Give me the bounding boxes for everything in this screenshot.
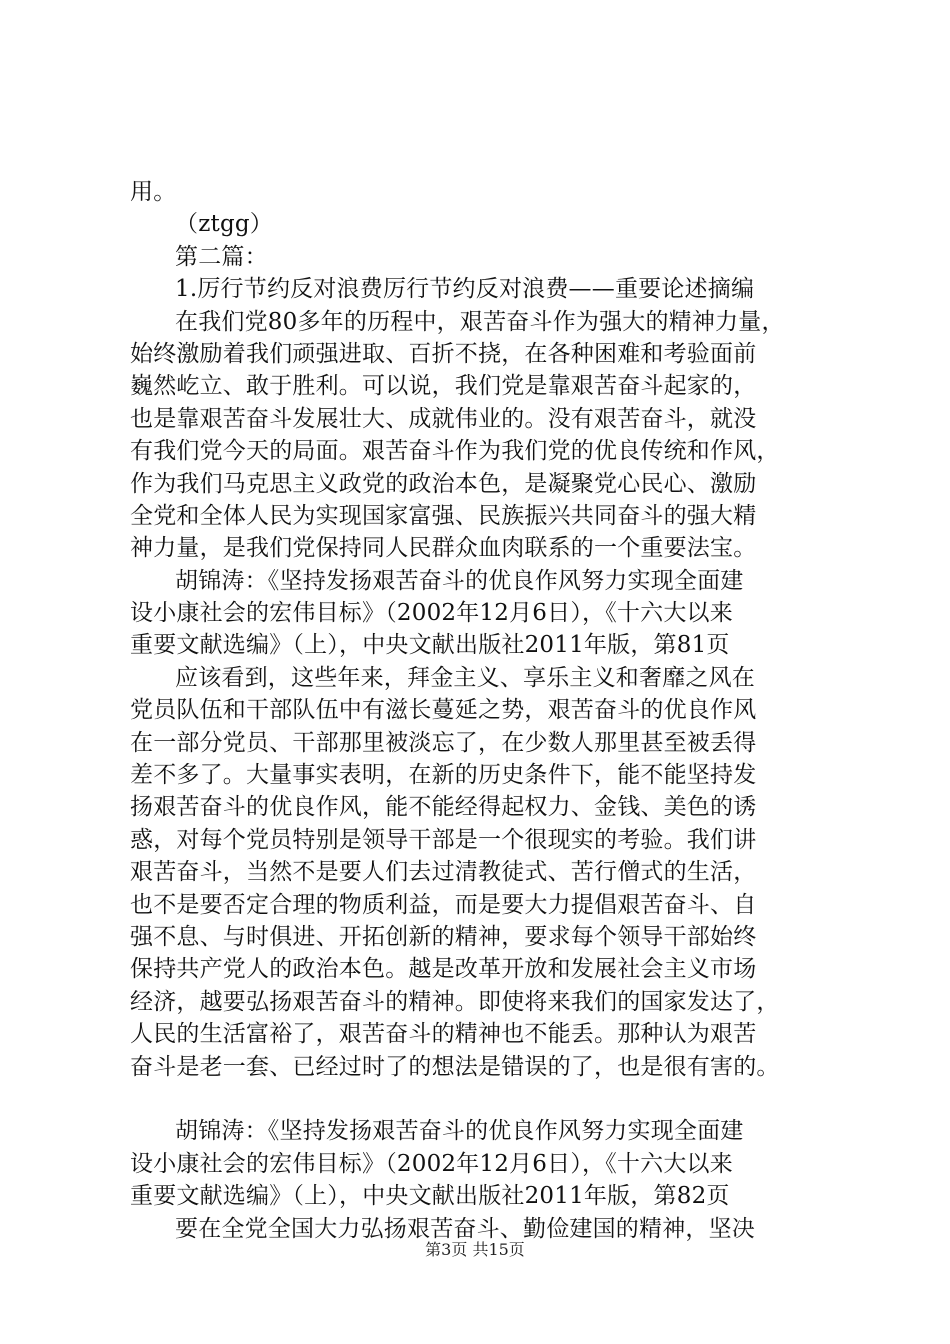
- text-line: （ztgg）: [175, 211, 274, 238]
- text-line: 全党和全体人民为实现国家富强、民族振兴共同奋斗的强大精: [130, 502, 757, 529]
- text-line: 在一部分党员、干部那里被淡忘了，在少数人那里甚至被丢得: [130, 729, 757, 756]
- text-line: 设小康社会的宏伟目标》（2002年12月6日），《十六大以来: [130, 1150, 733, 1177]
- document-body: [130, 176, 850, 1245]
- text-line: 在我们党80多年的历程中，艰苦奋斗作为强大的精神力量，: [175, 308, 785, 335]
- text-line: 设小康社会的宏伟目标》（2002年12月6日），《十六大以来: [130, 600, 733, 627]
- page-footer: 第3页 共15页: [425, 1240, 525, 1259]
- text-line: 也是靠艰苦奋斗发展壮大、成就伟业的。没有艰苦奋斗，就没: [130, 405, 757, 432]
- text-line: 奋斗是老一套、已经过时了的想法是错误的了，也是很有害的。: [130, 1053, 780, 1080]
- text-line: 作为我们马克思主义政党的政治本色，是凝聚党心民心、激励: [130, 470, 757, 497]
- text-line: 第二篇：: [175, 243, 268, 270]
- text-line: 保持共产党人的政治本色。越是改革开放和发展社会主义市场: [130, 956, 757, 983]
- text-line: 用。: [130, 179, 177, 205]
- text-line: 经济，越要弘扬艰苦奋斗的精神。即使将来我们的国家发达了，: [130, 988, 780, 1015]
- text-line: 艰苦奋斗，当然不是要人们去过清教徒式、苦行僧式的生活，: [130, 859, 757, 886]
- text-line: 始终激励着我们顽强进取、百折不挠，在各种困难和考验面前: [130, 340, 757, 367]
- text-line: 人民的生活富裕了，艰苦奋斗的精神也不能丢。那种认为艰苦: [130, 1021, 757, 1048]
- text-line: 有我们党今天的局面。艰苦奋斗作为我们党的优良传统和作风，: [130, 438, 780, 465]
- text-line: 神力量，是我们党保持同人民群众血肉联系的一个重要法宝。: [130, 535, 757, 562]
- text-line: 党员队伍和干部队伍中有滋长蔓延之势，艰苦奋斗的优良作风: [130, 697, 757, 724]
- text-line: 应该看到，这些年来，拜金主义、享乐主义和奢靡之风在: [175, 664, 755, 691]
- text-line: 重要文献选编》（上），中央文献出版社2011年版，第82页: [130, 1183, 730, 1210]
- text-line: 差不多了。大量事实表明，在新的历史条件下，能不能坚持发: [130, 762, 757, 789]
- text-line: 强不息、与时俱进、开拓创新的精神，要求每个领导干部始终: [130, 923, 757, 950]
- text-line: 1.厉行节约反对浪费厉行节约反对浪费——重要论述摘编: [175, 276, 755, 303]
- text-line: 要在全党全国大力弘扬艰苦奋斗、勤俭建国的精神，坚决: [175, 1215, 755, 1242]
- text-line: 重要文献选编》（上），中央文献出版社2011年版，第81页: [130, 632, 730, 659]
- text-line: 巍然屹立、敢于胜利。可以说，我们党是靠艰苦奋斗起家的，: [130, 373, 757, 400]
- blank-line: [130, 1083, 850, 1115]
- text-line: 扬艰苦奋斗的优良作风，能不能经得起权力、金钱、美色的诱: [130, 794, 757, 821]
- text-line: 胡锦涛：《坚持发扬艰苦奋斗的优良作风努力实现全面建: [175, 1118, 744, 1145]
- text-line: 胡锦涛：《坚持发扬艰苦奋斗的优良作风努力实现全面建: [175, 567, 744, 594]
- text-line: 也不是要否定合理的物质利益，而是要大力提倡艰苦奋斗、自: [130, 891, 757, 918]
- text-line: 惑，对每个党员特别是领导干部是一个很现实的考验。我们讲: [130, 826, 757, 853]
